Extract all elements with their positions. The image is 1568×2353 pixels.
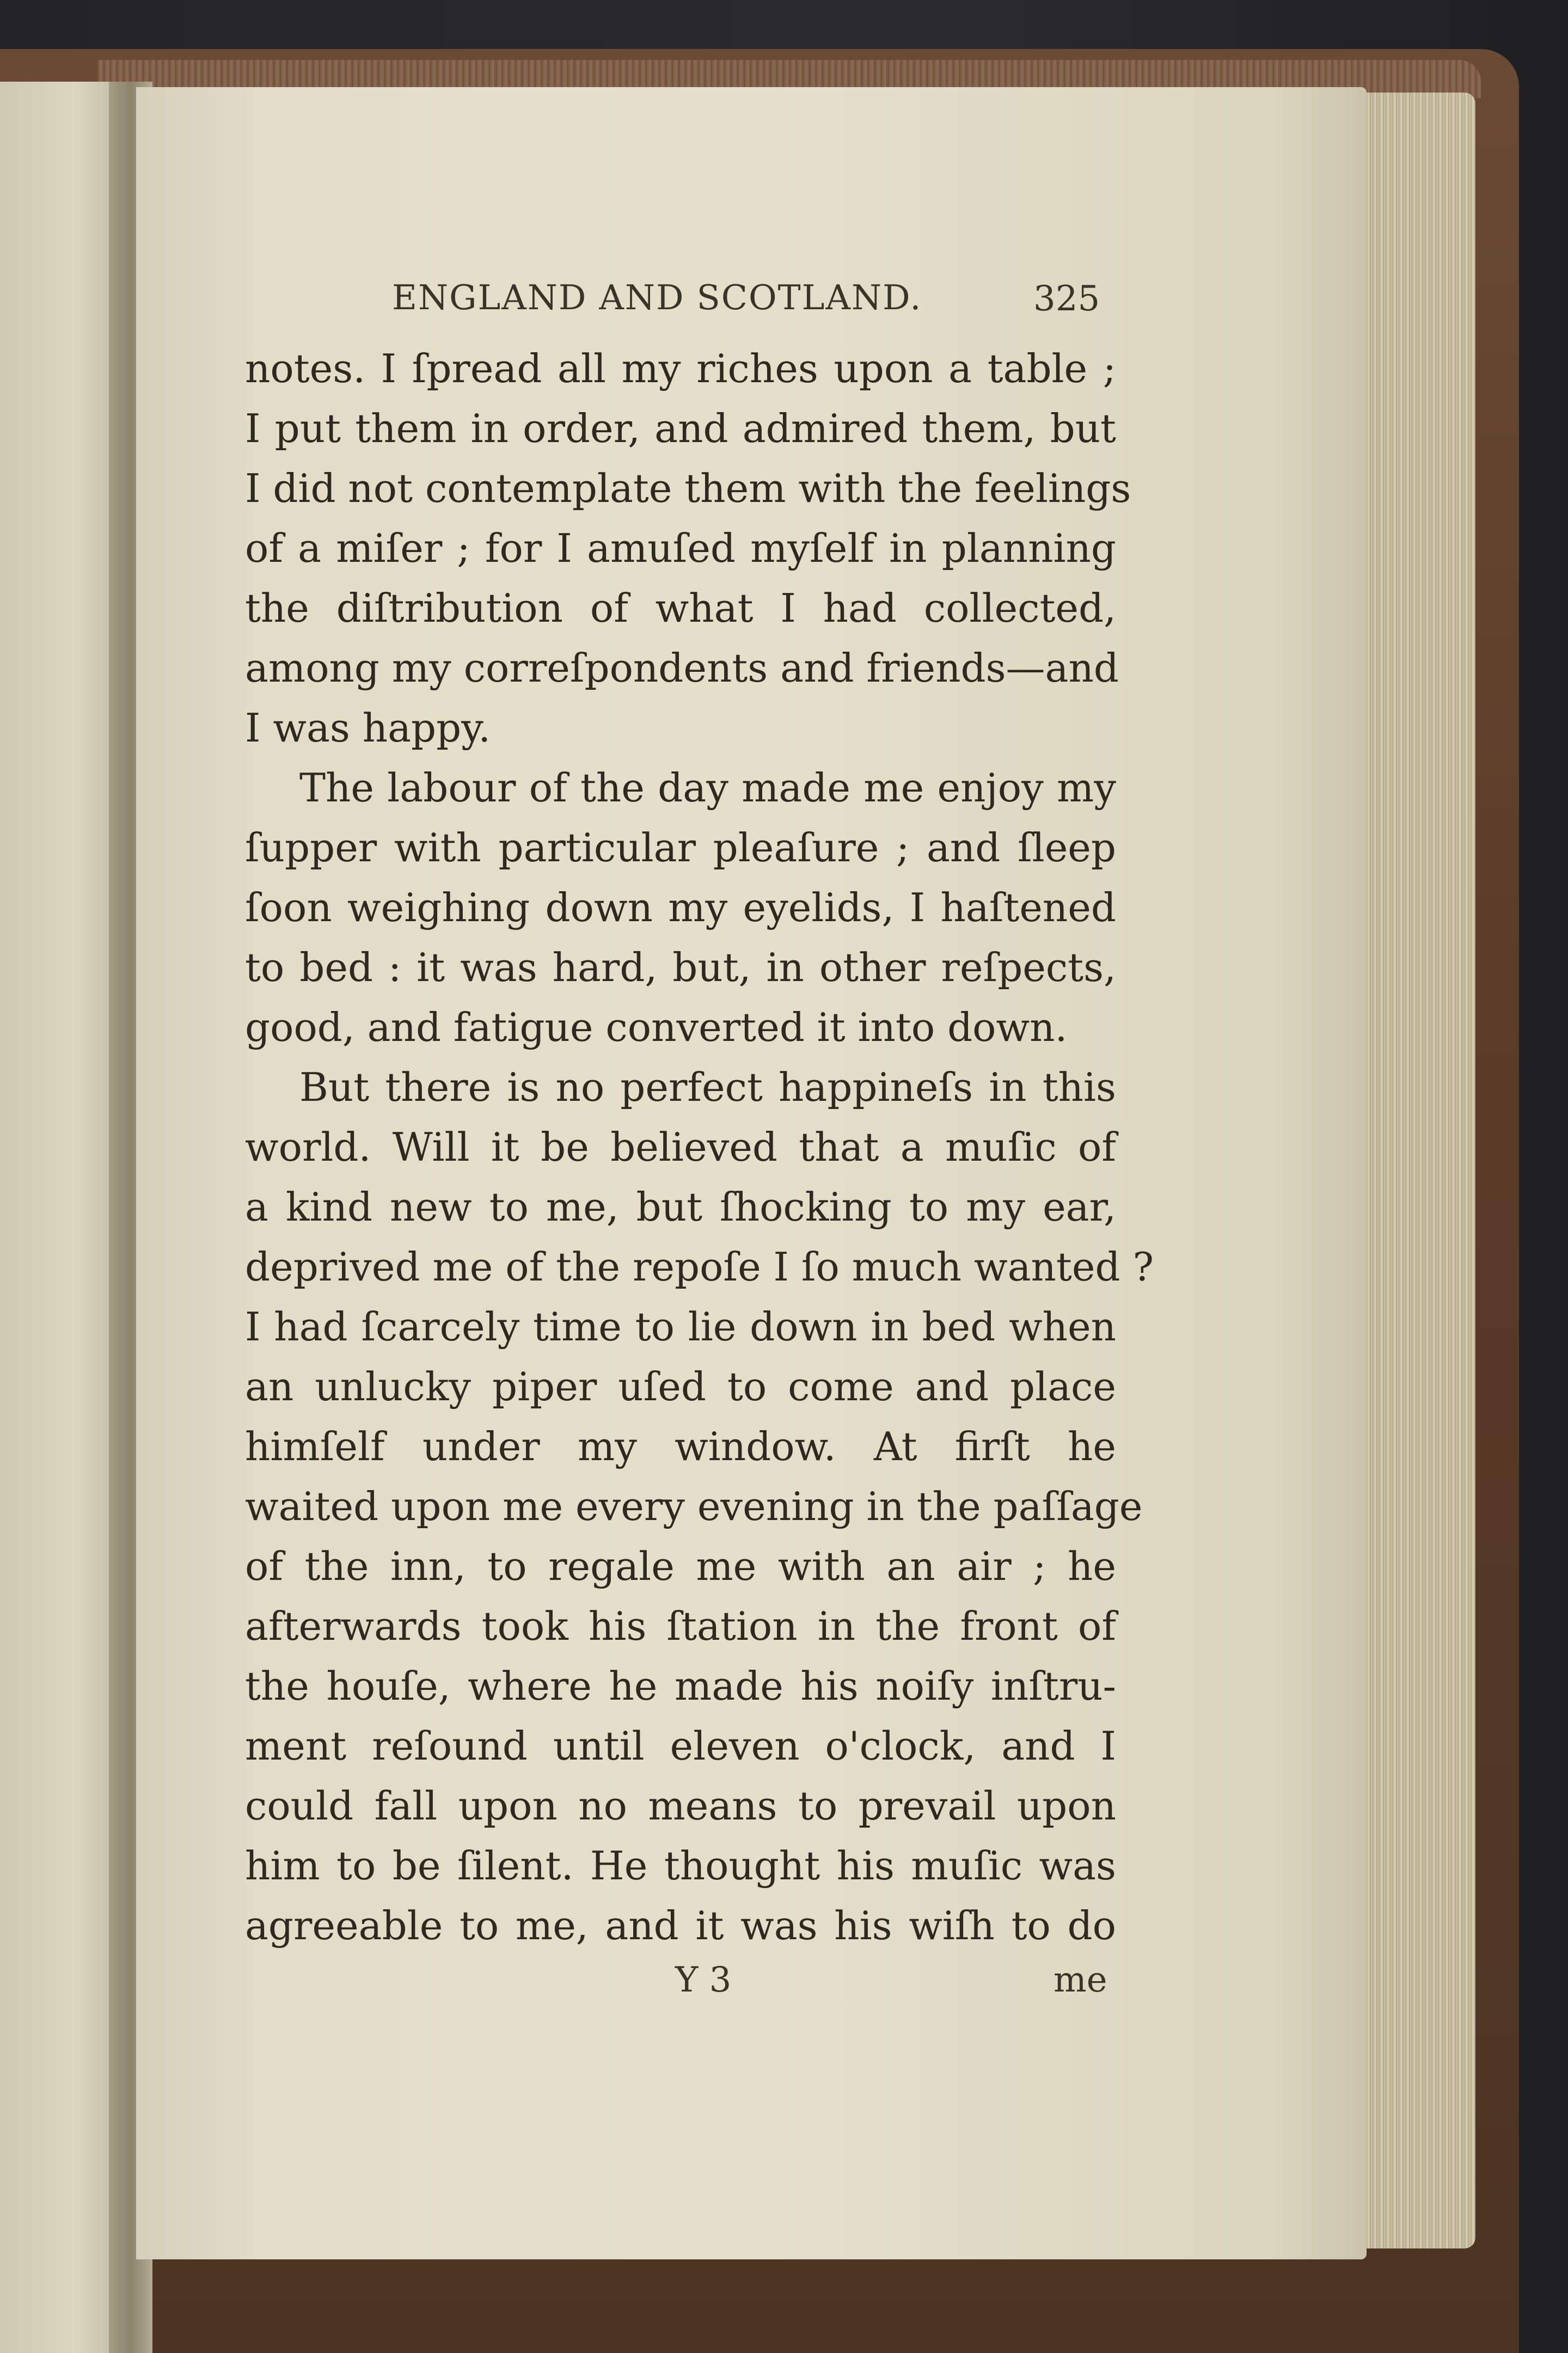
text-line: ment reſound until eleven o'clock, and I (245, 1723, 1116, 1769)
text-line: notes. I ſpread all my riches upon a table ; (245, 346, 1116, 391)
text-line: I put them in order, and admired them, but (245, 406, 1116, 451)
text-line: ſoon weighing down my eyelids, I haſtened (245, 885, 1116, 930)
text-line: the diſtribution of what I had collected, (245, 585, 1116, 631)
text-line: good, and fatigue converted it into down. (245, 1004, 1068, 1050)
text-line: of the inn, to regale me with an air ; he (245, 1543, 1116, 1589)
text-line: an unlucky piper uſed to come and place (245, 1364, 1116, 1410)
text-line: But there is no perfect happineſs in this (299, 1064, 1116, 1110)
text-line: afterwards took his ſtation in the front of (245, 1603, 1116, 1649)
text-line: could fall upon no means to prevail upon (245, 1783, 1116, 1829)
catchword: me (1054, 1960, 1107, 2000)
left-page-edge (0, 82, 125, 2353)
text-line: the houſe, where he made his noiſy inſtru- (245, 1663, 1116, 1709)
text-line: agreeable to me, and it was his wiſh to do (245, 1903, 1116, 1948)
text-line: among my correſpondents and friends—and (245, 645, 1119, 691)
text-line: of a miſer ; for I amuſed myſelf in planning (245, 525, 1116, 571)
page-number: 325 (1033, 279, 1100, 319)
text-line: deprived me of the repoſe I ſo much wanted ? (245, 1244, 1154, 1290)
text-line: to bed : it was hard, but, in other reſpects, (245, 945, 1116, 990)
text-line: I did not contemplate them with the feelings (245, 465, 1131, 511)
text-line: waited upon me every evening in the paſſage (245, 1484, 1143, 1529)
running-head: ENGLAND AND SCOTLAND. (392, 278, 922, 317)
text-line: ſupper with particular pleaſure ; and ſleep (245, 825, 1116, 871)
text-line: world. Will it be believed that a muſic of (245, 1124, 1116, 1170)
text-line: I was happy. (245, 705, 491, 751)
text-line: I had ſcarcely time to lie down in bed when (245, 1304, 1116, 1350)
text-line: The labour of the day made me enjoy my (299, 765, 1116, 811)
body-text (245, 339, 1154, 1956)
text-line: him to be ſilent. He thought his muſic was (245, 1843, 1116, 1889)
text-line: a kind new to me, but ſhocking to my ear, (245, 1184, 1116, 1230)
signature-mark: Y 3 (675, 1960, 732, 2000)
text-line: himſelf under my window. At firſt he (245, 1424, 1116, 1469)
